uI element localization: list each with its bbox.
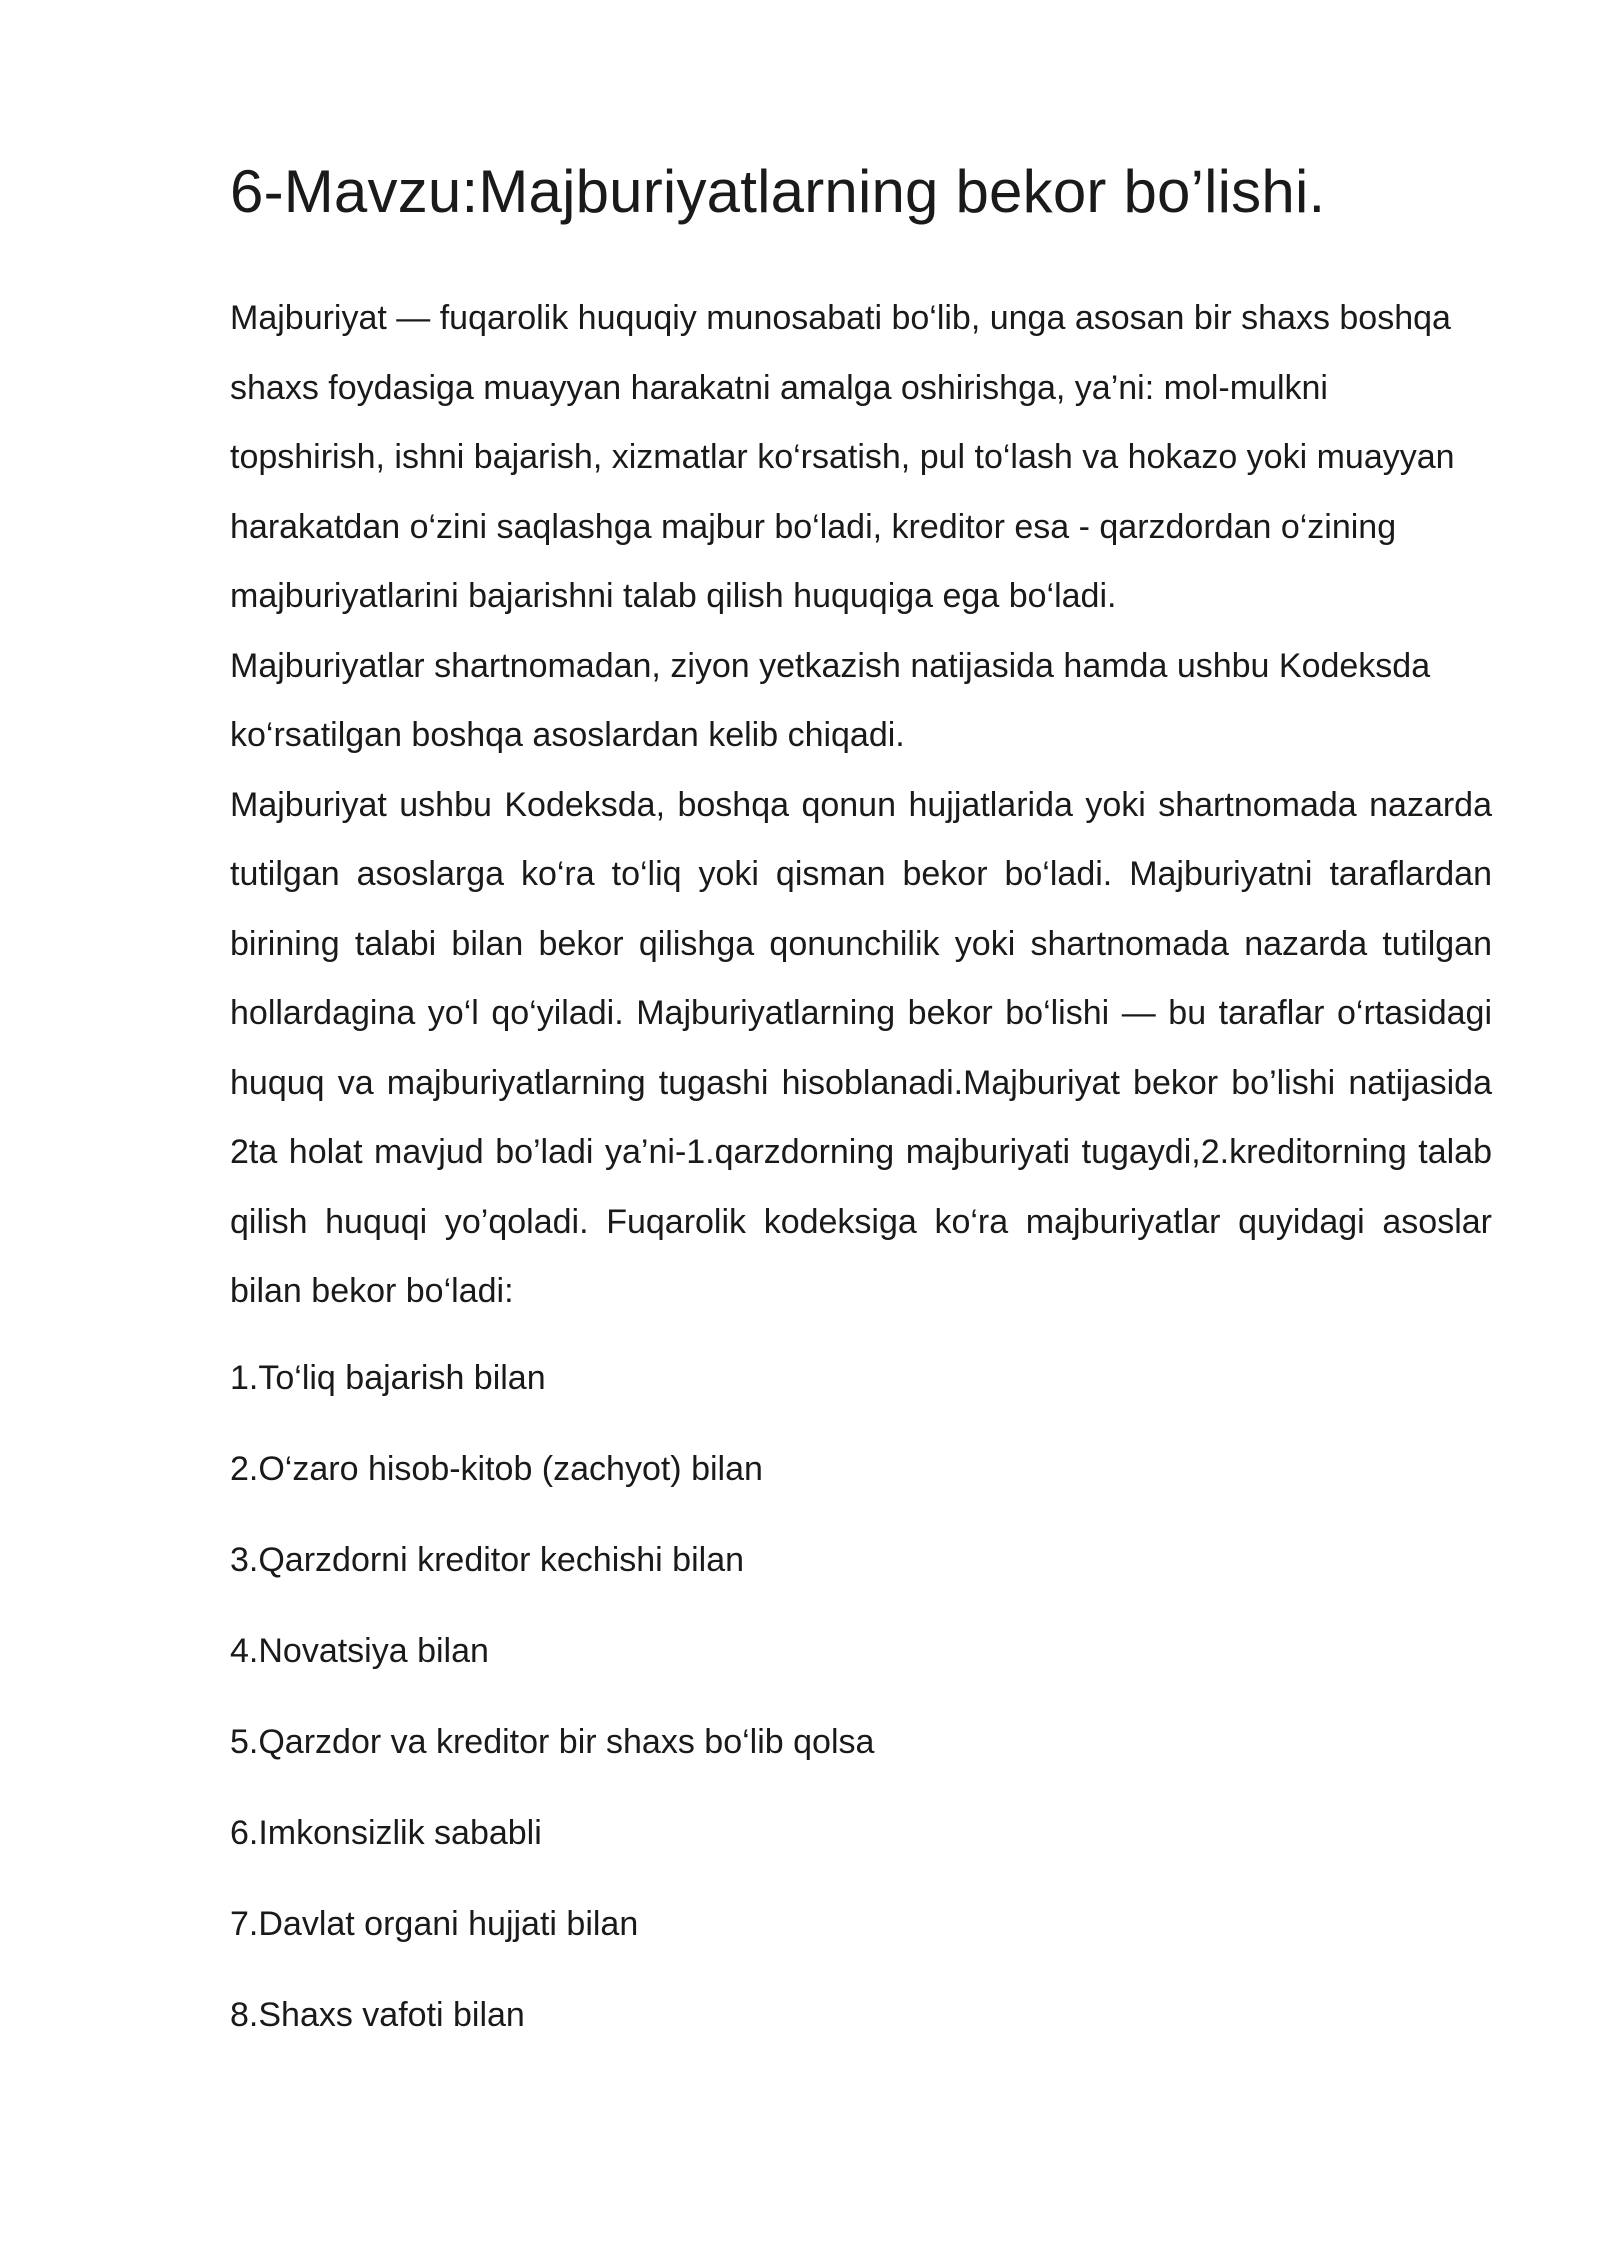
paragraph-sources: Majburiyatlar shartnomadan, ziyon yetkazish natijasida hamda ushbu Kodeksda ko‘rsatilgan boshqa asoslardan kelib chiqadi. (230, 646, 1431, 754)
termination-grounds-list (230, 1351, 1492, 2043)
list-item: 7.Davlat organi hujjati bilan (230, 1904, 639, 1943)
page-title: 6-Mavzu:Majburiyatlarning bekor bo’lishi. (230, 158, 1326, 225)
list-item: 2.O‘zaro hisob-kitob (zachyot) bilan (230, 1449, 763, 1488)
document-body (230, 150, 1492, 2079)
list-item: 3.Qarzdorni kreditor kechishi bilan (230, 1540, 745, 1579)
paragraph-termination: Majburiyat ushbu Kodeksda, boshqa qonun hujjatlarida yoki shartnomada nazarda tutilgan asoslarga ko‘ra to‘liq yoki qisman bekor bo‘ladi. Majburiyatni taraflardan birining talabi bilan bekor qilishga qonunchilik yoki shartnomada nazarda tutilgan hollardagina yo‘l qo‘yiladi. Majburiyatlarning bekor bo‘lishi — bu taraflar o‘rtasidagi huquq va majburiyatlarning tugashi hisoblanadi.Majburiyat bekor bo’lishi natijasida 2ta holat mavjud bo’ladi ya’ni-1.qarzdorning majburiyati tugaydi,2.kreditorning talab qilish huquqi yo’qoladi. Fuqarolik kodeksiga ko‘ra majburiyatlar quyidagi asoslar bilan bekor bo‘ladi: (230, 785, 1492, 1310)
paragraph-definition: Majburiyat — fuqarolik huquqiy munosabati bo‘lib, unga asosan bir shaxs boshqa shaxs foydasiga muayyan harakatni amalga oshirishga, ya’ni: mol-mulkni topshirish, ishni bajarish, xizmatlar ko‘rsatish, pul to‘lash va hokazo yoki muayyan harakatdan o‘zini saqlashga majbur bo‘ladi, kreditor esa - qarzdordan o‘zining majburiyatlarini bajarishni talab qilish huquqiga ega bo‘ladi. (230, 299, 1455, 615)
list-item: 5.Qarzdor va kreditor bir shaxs bo‘lib qolsa (230, 1722, 875, 1761)
list-item: 6.Imkonsizlik sababli (230, 1813, 542, 1852)
list-item: 8.Shaxs vafoti bilan (230, 1995, 525, 2034)
list-item: 1.To‘liq bajarish bilan (230, 1358, 546, 1397)
list-item: 4.Novatsiya bilan (230, 1631, 489, 1670)
